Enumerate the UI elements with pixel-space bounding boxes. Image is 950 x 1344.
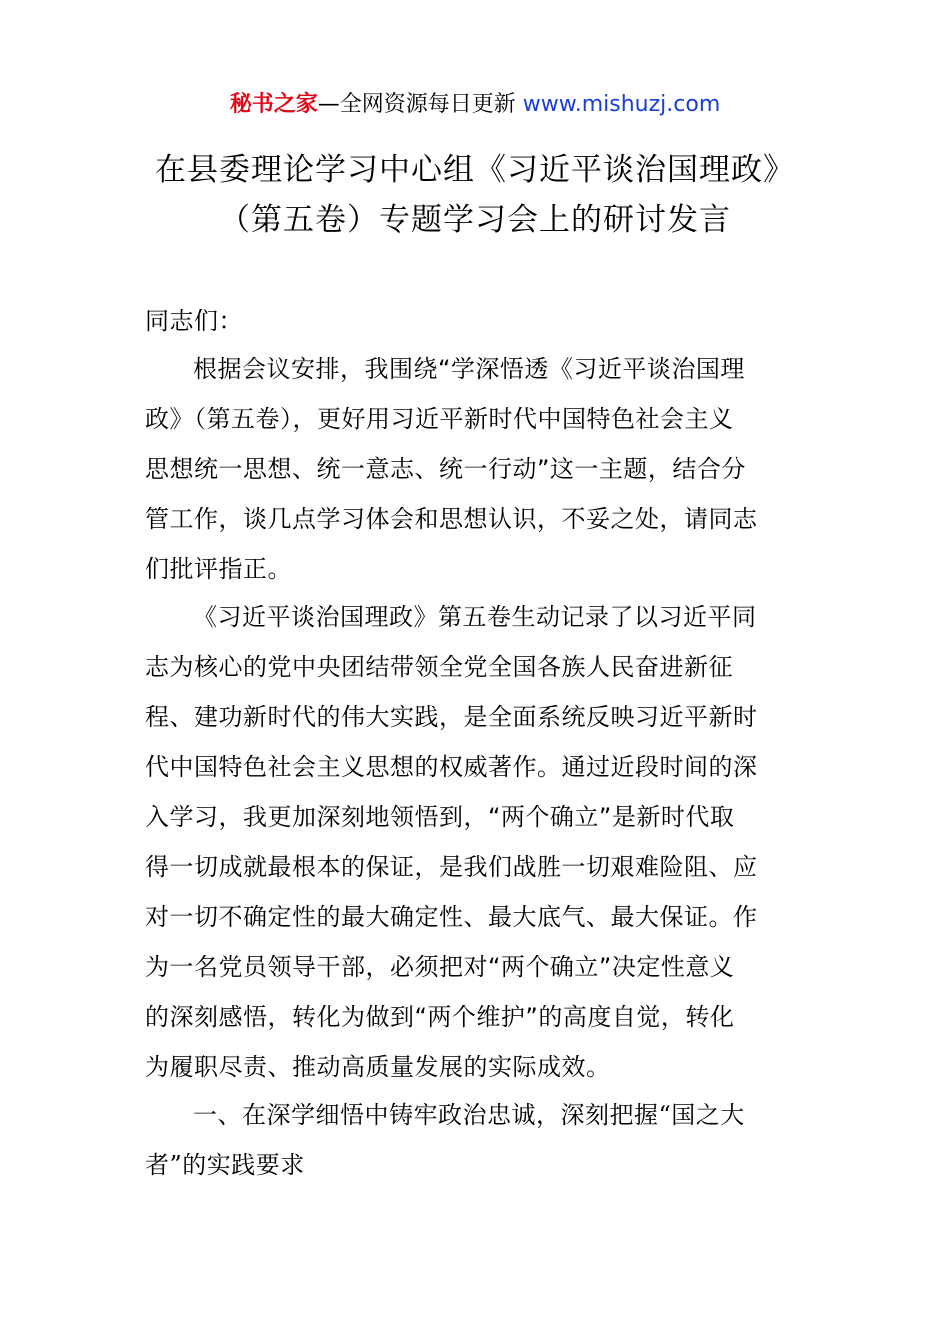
section-heading-1 (145, 1090, 807, 1190)
salutation-text: 同志们： (145, 307, 243, 335)
paragraph-line: 代中国特色社会主义思想的权威著作。通过近段时间的深 (145, 753, 758, 781)
site-url-link[interactable]: www.mishuzj.com (522, 92, 721, 117)
paragraph-line: 对一切不确定性的最大确定性、最大底气、最大保证。作 (145, 903, 758, 931)
site-header (0, 88, 950, 122)
paragraph-line: 入学习，我更加深刻地领悟到，“两个确立”是新时代取 (145, 803, 735, 831)
section-heading-line: 者”的实践要求 (145, 1151, 305, 1179)
document-title-line-1: 在县委理论学习中心组《习近平谈治国理政》 (155, 152, 795, 188)
paragraph-line: 们批评指正。 (145, 555, 292, 583)
salutation (145, 296, 807, 346)
paragraph-line: 志为核心的党中央团结带领全党全国各族人民奋进新征 (145, 653, 733, 681)
paragraph-1 (145, 344, 807, 594)
section-heading-line: 一、在深学细悟中铸牢政治忠诚，深刻把握“国之大 (193, 1101, 745, 1129)
paragraph-line: 思想统一思想、统一意志、统一行动”这一主题，结合分 (145, 455, 746, 483)
paragraph-line: 根据会议安排，我围绕“学深悟透《习近平谈治国理 (193, 355, 745, 383)
paragraph-line: 为履职尽责、推动高质量发展的实际成效。 (145, 1053, 611, 1081)
paragraph-line: 政》（第五卷），更好用习近平新时代中国特色社会主义 (145, 405, 734, 433)
paragraph-2 (145, 592, 807, 1092)
paragraph-line: 得一切成就最根本的保证，是我们战胜一切艰难险阻、应 (145, 853, 758, 881)
paragraph-line: 管工作，谈几点学习体会和思想认识，不妥之处，请同志 (145, 505, 758, 533)
document-title-line-2: （第五卷）专题学习会上的研讨发言 (219, 202, 731, 238)
paragraph-line: 《习近平谈治国理政》第五卷生动记录了以习近平同 (193, 603, 757, 631)
paragraph-line: 程、建功新时代的伟大实践，是全面系统反映习近平新时 (145, 703, 758, 731)
brand-name: 秘书之家 (229, 92, 318, 117)
paragraph-line: 的深刻感悟，转化为做到“两个维护”的高度自觉，转化 (145, 1003, 735, 1031)
header-tagline: —全网资源每日更新 (317, 92, 523, 117)
paragraph-line: 为一名党员领导干部，必须把对“两个确立”决定性意义 (145, 953, 735, 981)
